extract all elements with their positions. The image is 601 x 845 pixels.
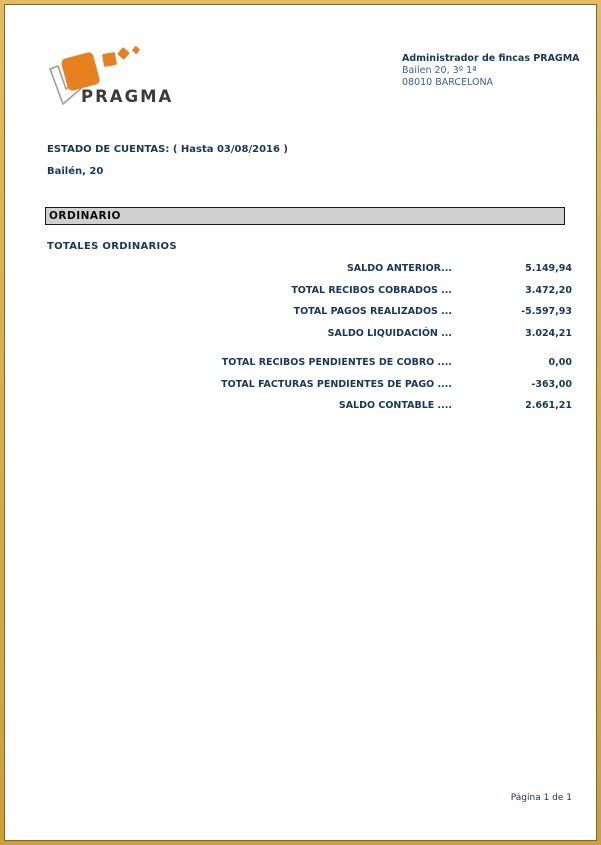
totals-title: TOTALES ORDINARIOS <box>47 241 177 252</box>
company-address-block <box>402 53 592 89</box>
company-address-line1: Bailen 20, 3º 1ª <box>402 65 477 76</box>
total-row <box>45 328 572 350</box>
page-number-indicator: Página 1 de 1 <box>510 793 572 803</box>
total-row-value: 3.024,21 <box>525 327 572 339</box>
company-name: Administrador de fincas PRAGMA <box>402 53 580 64</box>
total-row <box>45 285 572 307</box>
total-row <box>45 400 572 422</box>
document-title: ESTADO DE CUENTAS: ( Hasta 03/08/2016 ) <box>47 144 288 155</box>
total-row-label: TOTAL RECIBOS COBRADOS ... <box>291 284 452 296</box>
total-row-label: TOTAL RECIBOS PENDIENTES DE COBRO .... <box>221 357 452 368</box>
total-row <box>45 357 572 379</box>
total-row-value: -5.597,93 <box>521 306 572 317</box>
total-row-label: TOTAL PAGOS REALIZADOS ... <box>293 306 452 317</box>
pragma-logo-mark <box>48 45 188 109</box>
total-row <box>45 379 572 401</box>
pragma-logo <box>48 45 188 109</box>
total-row-value: 3.472,20 <box>525 284 572 296</box>
document-subtitle: Bailén, 20 <box>47 166 104 177</box>
total-row <box>45 263 572 285</box>
section-header-ordinario: ORDINARIO <box>45 207 565 225</box>
totals-group-2 <box>45 357 572 422</box>
total-row-label: SALDO LIQUIDACIÓN ... <box>327 327 452 339</box>
total-row-value: -363,00 <box>531 378 572 390</box>
total-row-label: SALDO CONTABLE .... <box>338 400 452 411</box>
total-row-label: TOTAL FACTURAS PENDIENTES DE PAGO .... <box>221 378 452 390</box>
totals-group-1 <box>45 263 572 349</box>
total-row-value: 2.661,21 <box>525 400 572 411</box>
orange-squares-icon <box>60 46 140 92</box>
logo-wordmark: PRAGMA <box>81 87 174 106</box>
total-row <box>45 306 572 328</box>
total-row-value: 5.149,94 <box>525 263 572 274</box>
total-row-label: SALDO ANTERIOR... <box>346 263 452 274</box>
company-address-line2: 08010 BARCELONA <box>402 77 494 88</box>
total-row-value: 0,00 <box>548 357 572 368</box>
report-page <box>4 4 597 841</box>
